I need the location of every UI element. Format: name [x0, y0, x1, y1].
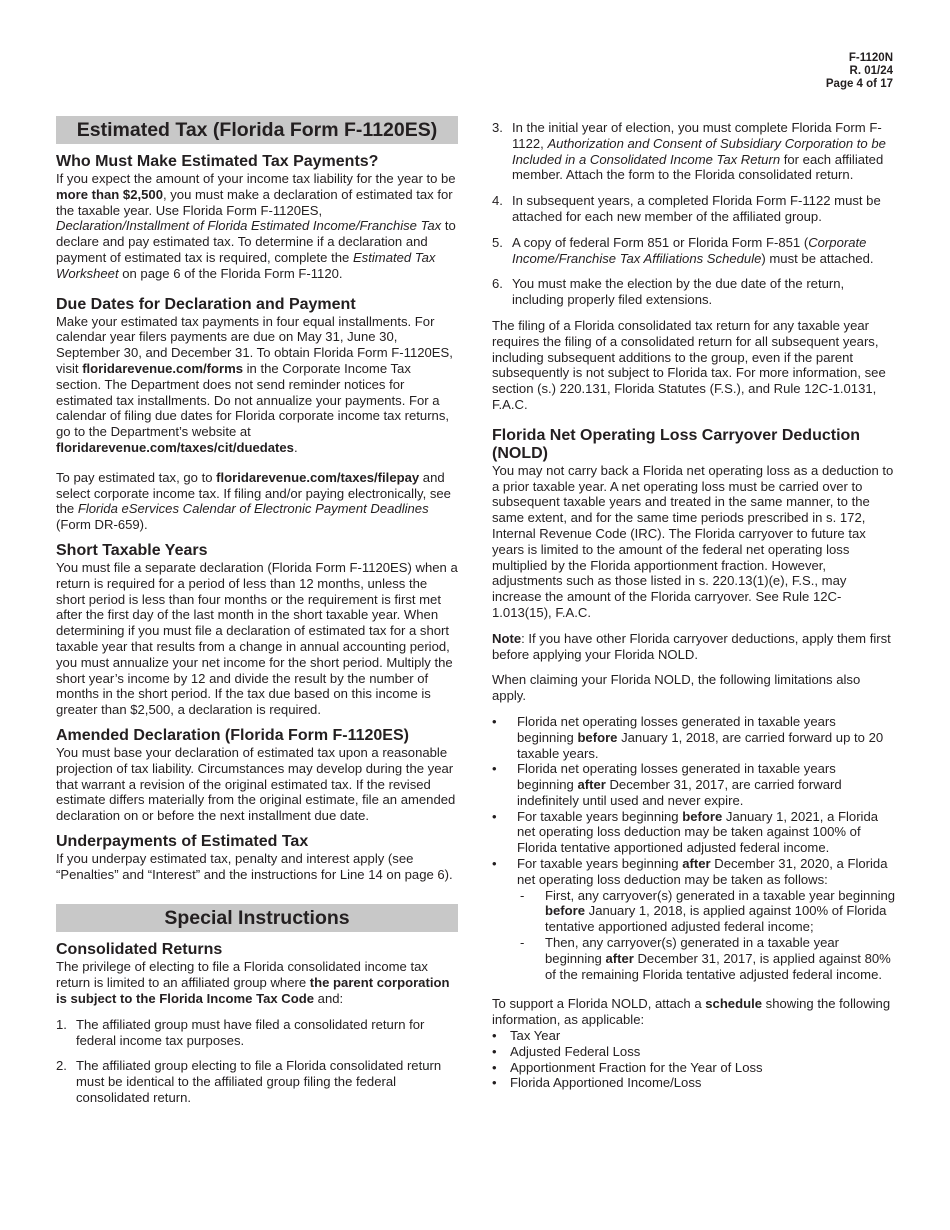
- paragraph: [492, 463, 896, 621]
- bullet-item: [492, 809, 896, 856]
- form-number: F-1120N: [848, 52, 893, 64]
- italic-text: Estimated Tax Worksheet: [56, 249, 436, 281]
- italic-text: Florida eServices Calendar of Electronic Payment Deadlines: [77, 501, 429, 517]
- bullet-item: [492, 856, 896, 888]
- text: If you underpay estimated tax, penalty and interest apply (see “Penalties” and “Interest” and the instructions for Line 14 on page 6).: [56, 850, 453, 882]
- section-heading: [56, 941, 458, 959]
- bullet-item: [492, 761, 896, 808]
- form-header: [826, 52, 893, 91]
- italic-text: Declaration/Installment of Florida Estimated Income/Franchise Tax: [56, 218, 442, 234]
- text: When claiming your Florida NOLD, the following limitations also apply.: [492, 672, 861, 704]
- paragraph: [56, 314, 458, 456]
- section-heading: [56, 727, 458, 745]
- item-number: 3.: [492, 120, 503, 135]
- section-heading: [492, 427, 896, 463]
- text: You must base your declaration of estimated tax upon a reasonable projection of tax liability. Circumstances may develop during the year that warrant a revision of the original estimated tax. If the revised estimate differs materially from the original estimate, file an amended declaration on or before the next installment due date.: [56, 744, 456, 824]
- dash-marker: -: [520, 935, 525, 951]
- item-text: [517, 809, 896, 856]
- item-text: [510, 1075, 701, 1091]
- numbered-item: [492, 235, 896, 267]
- item-text: [510, 1028, 560, 1044]
- text: First, any carryover(s) generated in a taxable year beginning: [545, 887, 896, 903]
- bullet-item: [492, 1060, 896, 1076]
- text: January 1, 2018, are carried forward up to 20 taxable years.: [517, 729, 884, 761]
- item-text: [512, 193, 896, 225]
- page-number: Page 4 of 17: [825, 78, 893, 90]
- italic-text: Corporate Income/Franchise Tax Affiliations Schedule: [512, 234, 867, 266]
- dash-item: [492, 935, 896, 982]
- bold-text: floridarevenue.com/taxes/filepay: [216, 469, 420, 485]
- numbered-item: [56, 1017, 458, 1049]
- bold-text: after: [577, 777, 606, 793]
- bullet-marker: •: [492, 1043, 497, 1059]
- bullet-item: [492, 1028, 896, 1044]
- text: in the Corporate Income Tax section. The Department does not send reminder notices for estimated tax installments. Do not annualize your payments. For a calendar of filing due dates for Florida corporate income tax returns, go to the Department’s website at: [56, 360, 450, 440]
- text: Make your estimated tax payments in four equal installments. For calendar year filers payments are due on May 31, June 30, September 30, and December 31. To obtain Florida Form F-1120ES, visit: [56, 313, 453, 376]
- text: To pay estimated tax, go to: [56, 469, 217, 485]
- bold-text: before: [577, 729, 618, 745]
- text: Florida Apportioned Income/Loss: [510, 1075, 702, 1091]
- text: Tax Year: [510, 1028, 561, 1044]
- item-text: [545, 935, 896, 982]
- numbered-item: [492, 120, 896, 183]
- paragraph: [56, 171, 458, 282]
- text: : If you have other Florida carryover deductions, apply them first before applying your Florida NOLD.: [492, 630, 891, 662]
- text: To support a Florida NOLD, attach a: [492, 996, 706, 1012]
- item-text: [512, 276, 896, 308]
- text: .: [293, 439, 298, 455]
- paragraph: [492, 318, 896, 413]
- paragraph: [56, 560, 458, 718]
- bullet-marker: •: [492, 1028, 497, 1044]
- form-revision: R. 01/24: [849, 65, 893, 77]
- text: for each affiliated member. Attach the form to the Florida consolidated return.: [512, 151, 884, 183]
- text: For taxable years beginning: [517, 808, 683, 824]
- bullet-marker: •: [492, 713, 497, 729]
- paragraph: [56, 959, 458, 1006]
- text: Who Must Make Estimated Tax Payments?: [56, 153, 379, 170]
- text: A copy of federal Form 851 or Florida Form F-851 (: [512, 234, 809, 250]
- numbered-item: [492, 276, 896, 308]
- text: on page 6 of the Florida Form F-1120.: [118, 265, 343, 281]
- paragraph: [56, 851, 458, 883]
- text: ) must be attached.: [761, 250, 874, 266]
- bold-text: Note: [492, 630, 522, 646]
- text: January 1, 2021, a Florida net operating loss deduction may be taken against 100% of Florida tentative apportioned adjusted federal income.: [517, 808, 879, 856]
- text: The affiliated group electing to file a Florida consolidated return must be identical to the affiliated group filing the federal consolidated return.: [76, 1058, 442, 1106]
- text: Florida Net Operating Loss Carryover Deduction (NOLD): [492, 426, 861, 462]
- italic-text: Authorization and Consent of Subsidiary Corporation to be Included in a Consolidated Income Tax Return: [512, 135, 886, 167]
- paragraph: [492, 672, 896, 704]
- bold-text: floridarevenue.com/forms: [82, 360, 243, 376]
- text: For taxable years beginning: [517, 856, 683, 872]
- text: In the initial year of election, you must complete Florida Form F-1122,: [512, 120, 882, 151]
- item-text: [517, 856, 896, 888]
- item-text: [517, 714, 896, 761]
- section-banner: [56, 904, 458, 932]
- bold-text: schedule: [705, 996, 763, 1012]
- text: You must make the election by the due date of the return, including properly filed extensions.: [512, 276, 845, 308]
- item-text: [517, 761, 896, 808]
- left-column: [56, 116, 458, 1106]
- item-text: [76, 1017, 458, 1049]
- text: Consolidated Returns: [56, 941, 223, 959]
- bullet-marker: •: [492, 1059, 497, 1075]
- bold-text: after: [605, 950, 634, 966]
- bullet-item: [492, 714, 896, 761]
- item-text: [76, 1058, 458, 1105]
- text: and select corporate income tax. If filing and/or paying electronically, see the: [56, 469, 451, 517]
- text: and:: [314, 991, 344, 1007]
- dash-item: [492, 888, 896, 935]
- paragraph: [492, 996, 896, 1028]
- bullet-marker: •: [492, 1075, 497, 1091]
- text: In subsequent years, a completed Florida Form F-1122 must be attached for each new member of the affiliated group.: [512, 193, 881, 224]
- bullet-item: [492, 1044, 896, 1060]
- bold-text: more than $2,500: [56, 186, 163, 202]
- dash-marker: -: [520, 887, 525, 903]
- item-number: 6.: [492, 276, 503, 292]
- section-heading: [56, 153, 458, 171]
- bullet-marker: •: [492, 761, 497, 777]
- numbered-item: [56, 1058, 458, 1105]
- numbered-item: [492, 193, 896, 225]
- paragraph: [492, 631, 896, 663]
- text: Short Taxable Years: [56, 541, 208, 559]
- bullet-item: [492, 1075, 896, 1091]
- text: Apportionment Fraction for the Year of Loss: [510, 1059, 763, 1075]
- text: Amended Declaration (Florida Form F-1120ES): [56, 726, 409, 744]
- item-number: 4.: [492, 193, 503, 209]
- text: You may not carry back a Florida net operating loss as a deduction to a prior taxable year. A net operating loss must be carried over to subsequent taxable years and treated in the same manner, to the same extent, and for the same time periods prescribed in s. 172, Internal Revenue Code (IRC). The Florida carryover to future tax years is limited to the amount of the federal net operating loss multiplied by the Florida apportionment fraction. However, adjustments such as those listed in s. 220.13(1)(e), F.S., may increase the amount of the Florida carryover. See Rule 12C-1.013(15), F.A.C.: [492, 462, 894, 620]
- section-heading: [56, 833, 458, 851]
- item-number: 5.: [492, 234, 503, 250]
- text: (Form DR-659).: [56, 517, 148, 533]
- bold-text: floridarevenue.com/taxes/cit/duedates: [56, 439, 294, 455]
- text: December 31, 2017, are carried forward indefinitely until used and never expire.: [517, 777, 842, 808]
- item-text: [512, 120, 896, 183]
- text: to declare and pay estimated tax. To determine if a declaration and payment of estimated tax is required, complete the: [56, 218, 456, 265]
- item-text: [510, 1044, 640, 1060]
- text: January 1, 2018, is applied against 100% of Florida tentative apportioned adjusted federal income;: [545, 903, 887, 935]
- item-number: 2.: [56, 1058, 67, 1074]
- section-heading: [56, 296, 458, 314]
- text: Florida net operating losses generated in taxable years beginning: [517, 713, 836, 745]
- item-number: 1.: [56, 1016, 67, 1032]
- bold-text: before: [545, 903, 586, 919]
- item-text: [512, 235, 896, 267]
- text: Due Dates for Declaration and Payment: [56, 295, 356, 313]
- bold-text: after: [682, 856, 711, 872]
- text: Then, any carryover(s) generated in a taxable year beginning: [545, 935, 840, 966]
- text: You must file a separate declaration (Florida Form F-1120ES) when a return is required for a period of less than 12 months, unless the short period is less than four months or the requirement is first met after the first day of the last month in the short taxable year. When determining if you must file a declaration of estimated tax for a short taxable year that results from a change in annual accounting period, you must annualize your net income for the short period. Multiply the short year’s income by 12 and divide the result by the number of months in the short period. If the tax due based on this income is greater than $2,500, a declaration is required.: [56, 559, 458, 718]
- text: The privilege of electing to file a Florida consolidated income tax return is limited to an affiliated group where: [56, 959, 428, 991]
- text: Adjusted Federal Loss: [510, 1043, 641, 1059]
- text: If you expect the amount of your income tax liability for the year to be: [56, 171, 456, 186]
- section-heading: [56, 542, 458, 560]
- item-text: [545, 888, 896, 935]
- right-column: [492, 120, 896, 1091]
- text: showing the following information, as applicable:: [492, 996, 891, 1028]
- text: , you must make a declaration of estimated tax for the taxable year. Use Florida Form F-1120ES,: [56, 186, 453, 218]
- text: Underpayments of Estimated Tax: [56, 832, 309, 850]
- text: The filing of a Florida consolidated tax return for any taxable year requires the filing of a consolidated return for all subsequent years, including subsequent additions to the group, even if the parent subsequently is not subject to Florida tax. For more information, see section (s.) 220.131, Florida Statutes (F.S.), and Rule 12C-1.0131, F.A.C.: [492, 317, 886, 412]
- text: Florida net operating losses generated in taxable years beginning: [517, 761, 836, 793]
- paragraph: [56, 745, 458, 824]
- bullet-marker: •: [492, 808, 497, 824]
- bold-text: before: [682, 808, 723, 824]
- text: December 31, 2020, a Florida net operating loss deduction may be taken as follows:: [517, 856, 888, 887]
- item-text: [510, 1060, 763, 1076]
- section-banner: [56, 116, 458, 144]
- text: December 31, 2017, is applied against 80% of the remaining Florida tentative adjusted federal income.: [545, 950, 891, 982]
- text: Special Instructions: [164, 907, 350, 930]
- paragraph: [56, 470, 458, 533]
- bullet-marker: •: [492, 856, 497, 872]
- text: The affiliated group must have filed a consolidated return for federal income tax purposes.: [76, 1016, 425, 1048]
- text: Estimated Tax (Florida Form F-1120ES): [76, 119, 438, 141]
- bold-text: the parent corporation is subject to the Florida Income Tax Code: [56, 975, 450, 1007]
